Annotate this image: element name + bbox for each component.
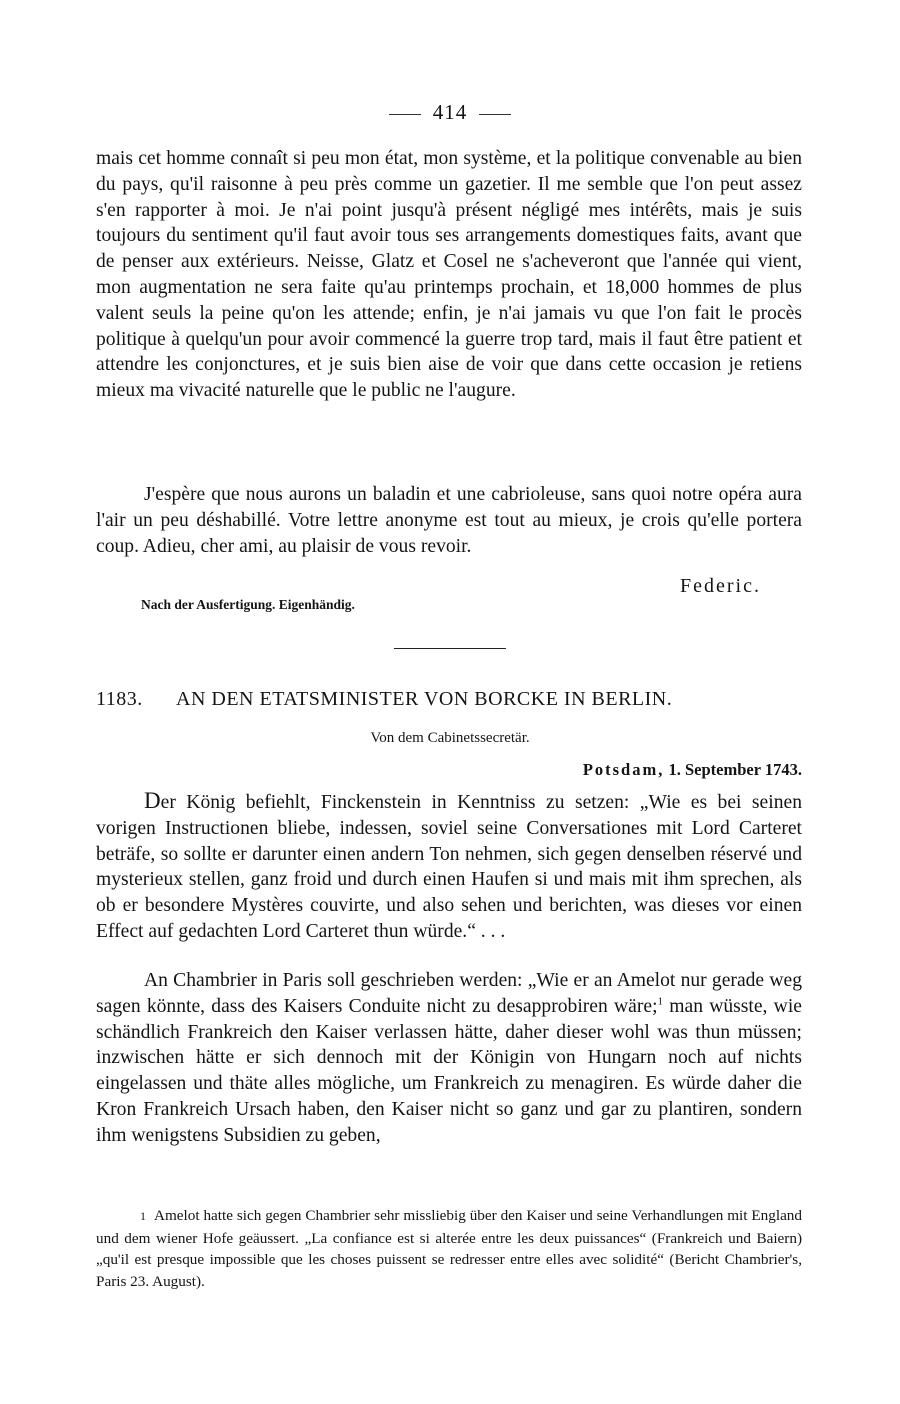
section-separator-rule (394, 648, 506, 649)
document-heading (96, 688, 802, 711)
page-number-left-rule (389, 114, 421, 115)
paragraph-initial: D (144, 788, 161, 813)
footnote-mark: 1 (140, 1209, 146, 1223)
document-paragraph-1 (96, 788, 802, 945)
source-note: Nach der Ausfertigung. Eigenhändig. (141, 597, 355, 612)
page-number: 414 (432, 100, 468, 124)
document-paragraph-2 (96, 968, 802, 1149)
place-date-line (498, 760, 802, 780)
page-number-line (0, 100, 900, 125)
document-sender: Von dem Cabinetssecretär. (370, 730, 530, 746)
page-number-right-rule (479, 114, 511, 115)
document-paragraph-2-text-a: An Chambrier in Paris soll geschrieben werden: „Wie er an Amelot nur gerade weg sagen könnte, dass des Kaisers Conduite nicht zu desapprobiren wäre; (96, 970, 802, 1017)
letter-paragraph-1: mais cet homme connaît si peu mon état, mon système, et la politique convenable au bien du pays, qu'il raisonne à peu près comme un gazetier. Il me semble que l'on peut assez s'en rapporter à moi. Je n'ai point jusqu'à présent négligé mes intérêts, mais je suis toujours du sentiment qu'il faut avoir tous ses arrangements domestiques faits, avant que de penser aux extérieurs. Neisse, Glatz et Cosel ne s'acheveront que l'année qui vient, mon augmentation ne sera faite qu'au printemps prochain, et 18,000 hommes de plus valent seuls la peine qu'on les attende; enfin, je n'ai jamais vu que l'on fait le procès politique à quelqu'un pour avoir commencé la guerre trop tard, mais il faut être patient et attendre les conjonctures, et je suis bien aise de voir que dans cette occasion je retiens mieux ma vivacité naturelle que le public ne l'augure. (96, 148, 802, 402)
document-place: Potsdam, (582, 760, 665, 779)
letter-paragraph-2: J'espère que nous aurons un baladin et une cabrioleuse, sans quoi notre opéra aura l'air un peu déshabillé. Votre lettre anonyme est tout au mieux, je crois qu'elle portera coup. Adieu, cher ami, au plaisir de vous revoir. (96, 484, 802, 557)
document-number: 1183. (96, 688, 143, 710)
footnote-text: Amelot hatte sich gegen Chambrier sehr missliebig über den Kaiser und seine Verhandlungen mit England und dem wiener Hofe geäussert. „La confiance est si alterée entre les deux puissances“ (Frankreich und Baiern) „qu'il est presque impossible que les choses puissent se redresser entre elles avec solidité“ (Bericht Chambrier's, Paris 23. August). (96, 1207, 802, 1290)
footnote (96, 1205, 802, 1292)
document-title: AN DEN ETATSMINISTER VON BORCKE IN BERLIN. (176, 688, 673, 710)
footnote-reference: 1 (657, 995, 664, 1008)
letter-signature: Federic. (680, 575, 761, 597)
document-paragraph-1-text: er König befiehlt, Finckenstein in Kenntniss zu setzen: „Wie es bei seinen vorigen Instructionen bliebe, indessen, soviel seine Conversationes mit Lord Carteret beträfe, so sollte er darunter einen andern Ton nehmen, sich gegen denselben réservé und mysterieux stellen, ganz froid und durch einen Haufen si und mais mit ihm sprechen, als ob er besondere Mystères couvirte, und also sehen und berichten, was dieses vor einen Effect auf gedachten Lord Carteret thun würde.“ . . . (96, 792, 802, 942)
document-date: 1. September 1743. (668, 760, 802, 779)
document-paragraph-2-text-b: man wüsste, wie schändlich Frankreich den Kaiser verlassen hätte, daher dieser wohl was thun müssen; inzwischen hätte er sich dennoch mit der Königin von Hungarn noch auf nichts eingelassen und thäte alles mögliche, um Frankreich zu menagiren. Es würde daher die Kron Frankreich Ursach haben, den Kaiser nicht so ganz und gar zu plantiren, sondern ihm wenigstens Subsidien zu geben, (96, 995, 802, 1146)
